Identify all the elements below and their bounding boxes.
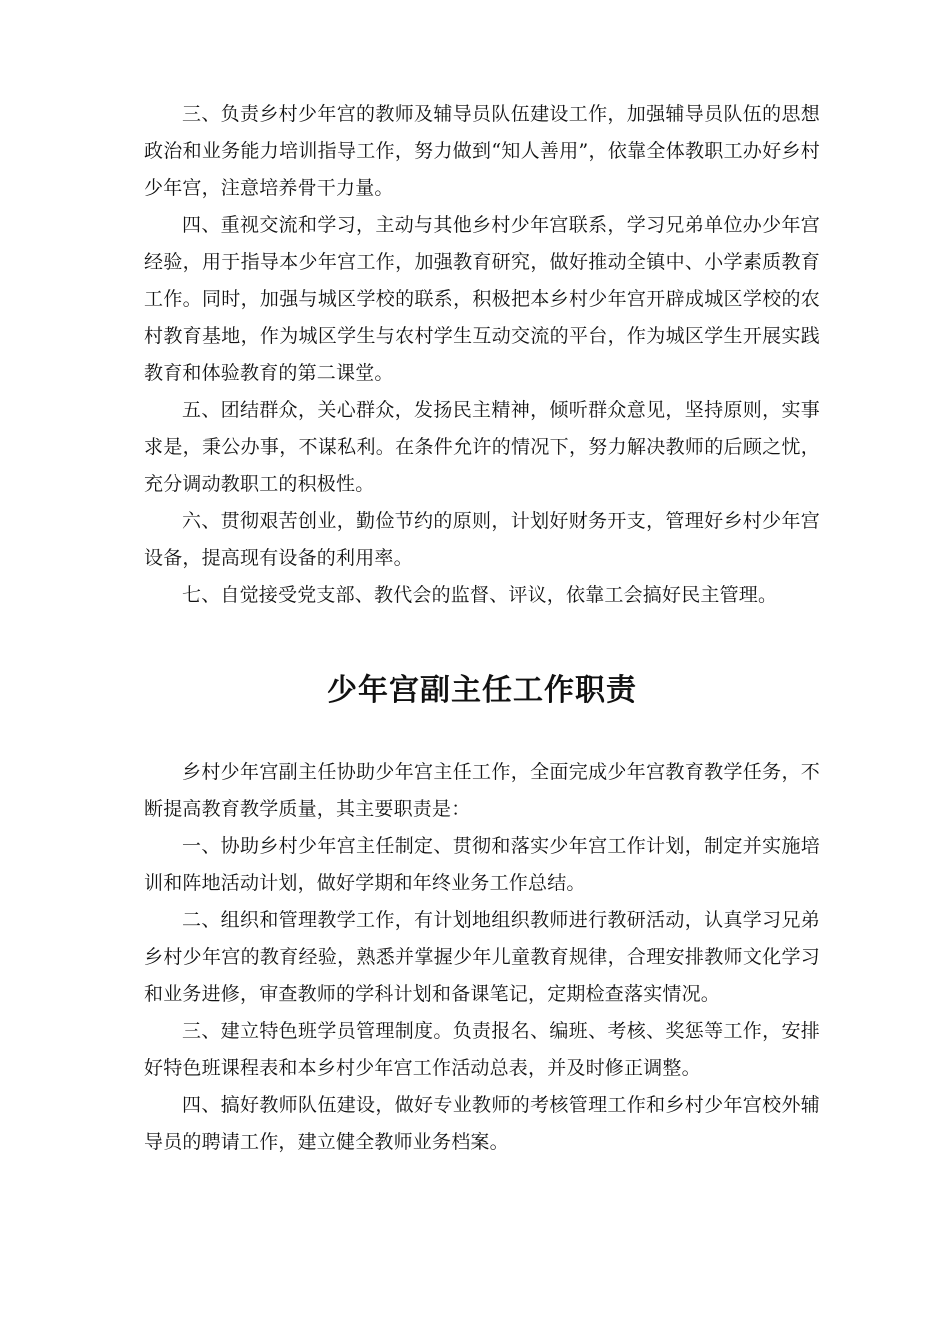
- paragraph-item-3: 三、负责乡村少年宫的教师及辅导员队伍建设工作，加强辅导员队伍的思想政治和业务能力培训指导工作，努力做到“知人善用”，依靠全体教职工办好乡村少年宫，注意培养骨干力量。: [144, 103, 820, 199]
- paragraph-item-5: 五、团结群众，关心群众，发扬民主精神，倾听群众意见，坚持原则，实事求是，秉公办事，不谋私利。在条件允许的情况下，努力解决教师的后顾之忧，充分调动教职工的积极性。: [144, 399, 820, 495]
- section-responsibilities-continued: [144, 96, 820, 614]
- paragraph-item-4: 四、搞好教师队伍建设，做好专业教师的考核管理工作和乡村少年宫校外辅导员的聘请工作，建立健全教师业务档案。: [144, 1094, 820, 1153]
- paragraph-item-3: 三、建立特色班学员管理制度。负责报名、编班、考核、奖惩等工作，安排好特色班课程表和本乡村少年宫工作活动总表，并及时修正调整。: [144, 1020, 820, 1079]
- section-deputy-director-duties: [144, 754, 820, 1161]
- paragraph-item-7: 七、自觉接受党支部、教代会的监督、评议，依靠工会搞好民主管理。: [182, 584, 778, 606]
- paragraph-item-2: 二、组织和管理教学工作，有计划地组织教师进行教研活动，认真学习兄弟乡村少年宫的教育经验，熟悉并掌握少年儿童教育规律，合理安排教师文化学习和业务进修，审查教师的学科计划和备课笔记，定期检查落实情况。: [144, 909, 820, 1005]
- paragraph-intro: 乡村少年宫副主任协助少年宫主任工作，全面完成少年宫教育教学任务，不断提高教育教学质量，其主要职责是：: [144, 761, 820, 820]
- document-body: [144, 96, 820, 1161]
- paragraph-item-1: 一、协助乡村少年宫主任制定、贯彻和落实少年宫工作计划，制定并实施培训和阵地活动计划，做好学期和年终业务工作总结。: [144, 835, 820, 894]
- paragraph-item-6: 六、贯彻艰苦创业，勤俭节约的原则，计划好财务开支，管理好乡村少年宫设备，提高现有设备的利用率。: [144, 510, 820, 569]
- section-title: 少年宫副主任工作职责: [327, 673, 637, 708]
- paragraph-item-4: 四、重视交流和学习，主动与其他乡村少年宫联系，学习兄弟单位办少年宫经验，用于指导本少年宫工作，加强教育研究，做好推动全镇中、小学素质教育工作。同时，加强与城区学校的联系，积极把本乡村少年宫开辟成城区学校的农村教育基地，作为城区学生与农村学生互动交流的平台，作为城区学生开展实践教育和体验教育的第二课堂。: [144, 214, 820, 384]
